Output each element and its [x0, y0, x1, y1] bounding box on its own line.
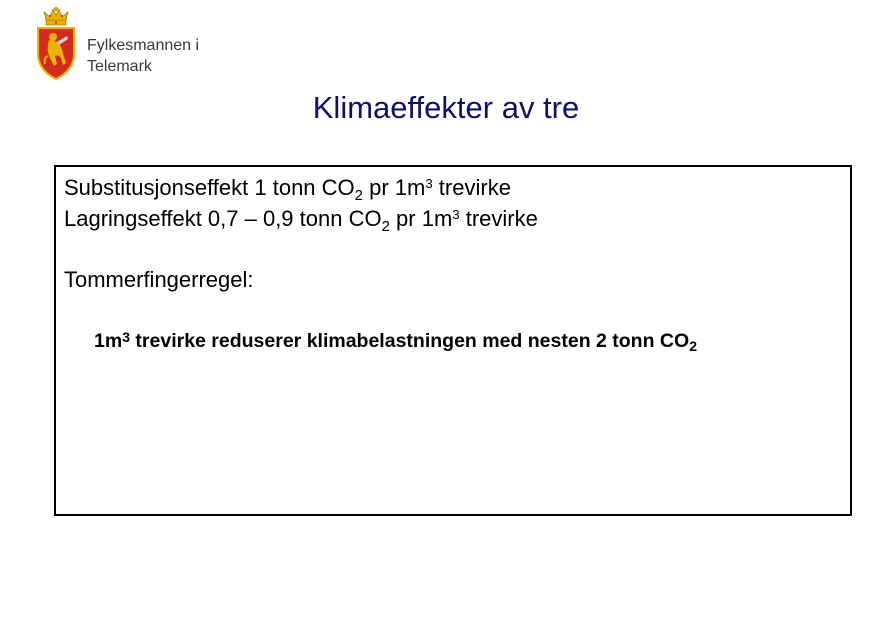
subscript: 2 — [689, 337, 697, 354]
substitution-effect-suffix: trevirke — [432, 175, 511, 200]
rule-of-thumb-text — [94, 328, 697, 355]
superscript: 3 — [452, 206, 460, 222]
slide-title: Klimaeffekter av tre — [312, 90, 580, 125]
storage-effect-unit: pr 1m — [389, 206, 453, 231]
substitution-effect-line — [64, 175, 511, 204]
subscript: 2 — [381, 217, 390, 235]
crown-icon — [44, 7, 68, 25]
subscript: 2 — [354, 186, 363, 204]
rule-body: trevirke reduserer klimabelastningen med nesten 2 tonn CO — [130, 330, 690, 352]
storage-effect-suffix: trevirke — [459, 206, 538, 231]
coat-of-arms-icon — [36, 6, 76, 80]
rule-of-thumb-label: Tommerfingerregel: — [64, 267, 254, 292]
organization-name — [87, 35, 199, 77]
superscript: 3 — [122, 329, 130, 346]
organization-name-line-2: Telemark — [87, 58, 152, 75]
rule-prefix: 1m — [94, 330, 123, 352]
storage-effect-line — [64, 206, 538, 235]
substitution-effect-unit: pr 1m — [362, 175, 426, 200]
superscript: 3 — [425, 175, 433, 191]
storage-effect-text: Lagringseffekt 0,7 – 0,9 tonn CO — [64, 206, 382, 231]
organization-name-line-1: Fylkesmannen i — [87, 37, 200, 54]
content-box — [54, 165, 852, 516]
substitution-effect-text: Substitusjonseffekt 1 tonn CO — [64, 175, 355, 200]
